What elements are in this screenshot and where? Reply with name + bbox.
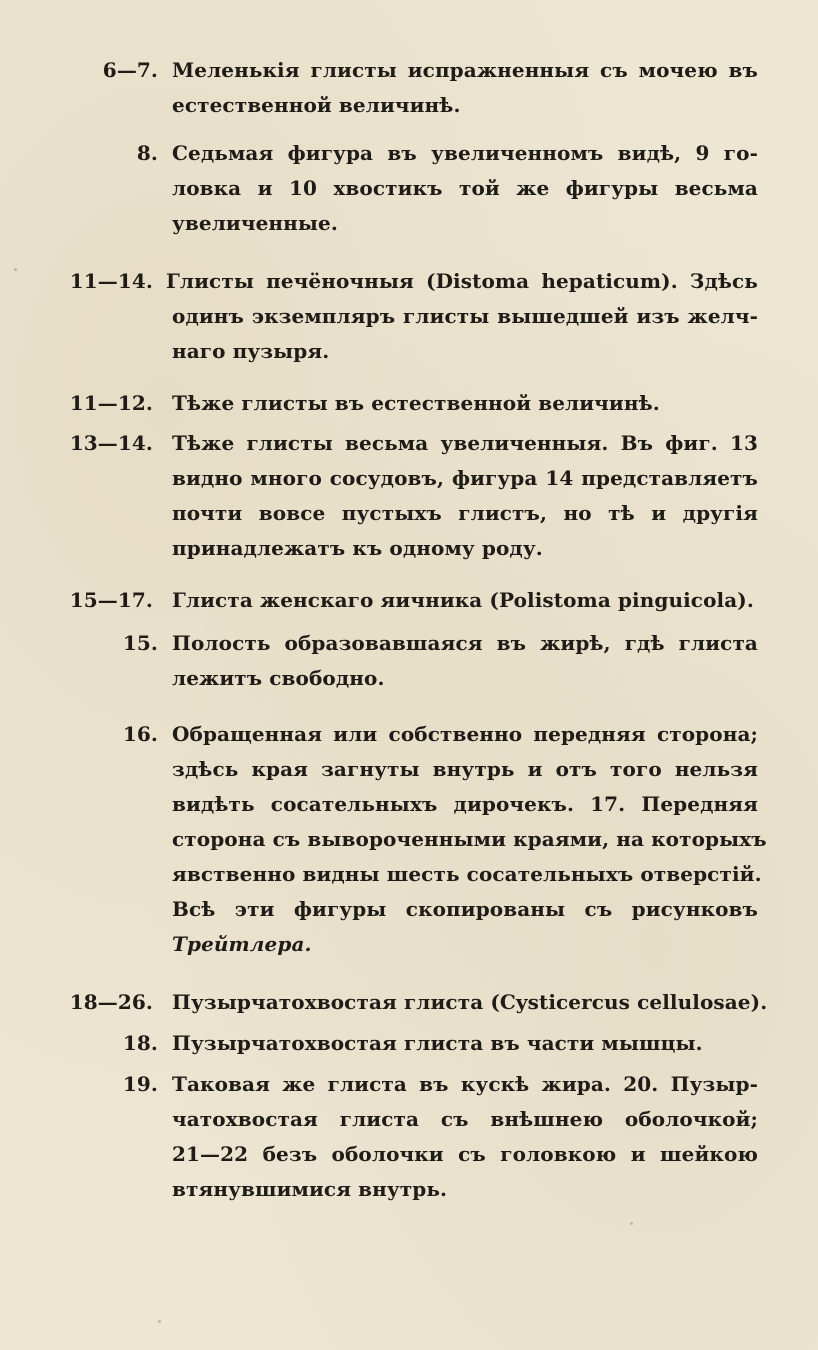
text-line: принадлежатъ къ одному роду. bbox=[172, 536, 543, 560]
text-line: Глисты печёночныя (Distoma hepaticum). Здѣсь bbox=[166, 269, 758, 293]
text-line: Пузырчатохвостая глиста (Cysticercus cellulosae). bbox=[172, 990, 768, 1014]
text-line: Таковая же глиста въ кускѣ жира. 20. Пузыр- bbox=[172, 1072, 758, 1096]
figure-number: 16. bbox=[122, 722, 158, 746]
entry-text bbox=[172, 426, 758, 566]
entry-text bbox=[172, 985, 768, 1020]
entry-text bbox=[172, 1067, 758, 1207]
entry-text bbox=[172, 136, 758, 241]
paper-speck bbox=[14, 268, 17, 271]
text-line: наго пузыря. bbox=[172, 339, 330, 363]
figure-number: 13—14. bbox=[69, 431, 153, 455]
text-line: Полость образовавшаяся въ жирѣ, гдѣ глиста bbox=[172, 631, 758, 655]
text-line: видѣть сосательныхъ дирочекъ. 17. Передняя bbox=[172, 792, 758, 816]
text-line: явственно видны шесть сосательныхъ отверстій. bbox=[172, 862, 762, 886]
text-line: Седьмая фигура въ увеличенномъ видѣ, 9 го- bbox=[172, 141, 758, 165]
figure-number: 8. bbox=[136, 141, 158, 165]
paper-speck bbox=[630, 1222, 633, 1225]
entry-text bbox=[172, 53, 758, 123]
text-line: Меленькія глисты испражненныя съ мочею въ bbox=[172, 58, 758, 82]
text-line: 21—22 безъ оболочки съ головкою и шейкою bbox=[172, 1142, 758, 1166]
author-name: Трейтлера. bbox=[172, 932, 312, 956]
figure-number: 15. bbox=[122, 631, 158, 655]
figure-number: 11—12. bbox=[69, 391, 153, 415]
text-line: Тѣже глисты весьма увеличенныя. Въ фиг. 13 bbox=[172, 431, 758, 455]
entry-text bbox=[172, 386, 758, 421]
figure-number: 18. bbox=[122, 1031, 158, 1055]
figure-number: 6—7. bbox=[102, 58, 158, 82]
text-line: одинъ экземпляръ глисты вышедшей изъ желч- bbox=[172, 304, 758, 328]
entry-text bbox=[172, 626, 758, 696]
figure-number: 18—26. bbox=[69, 990, 153, 1014]
figure-number: 15—17. bbox=[69, 588, 153, 612]
text-line: чатохвостая глиста съ внѣшнею оболочкой; bbox=[172, 1107, 758, 1131]
paper-speck bbox=[158, 1320, 161, 1323]
figure-number: 19. bbox=[122, 1072, 158, 1096]
text-line: сторона съ вывороченными краями, на которыхъ bbox=[172, 827, 767, 851]
text-line: Пузырчатохвостая глиста въ части мышцы. bbox=[172, 1031, 703, 1055]
entry-text bbox=[172, 717, 767, 962]
text-line: ловка и 10 хвостикъ той же фигуры весьма bbox=[172, 176, 758, 200]
text-line: Тѣже глисты въ естественной величинѣ. bbox=[172, 391, 660, 415]
entry-text bbox=[172, 583, 758, 618]
text-line: здѣсь края загнуты внутрь и отъ того нельзя bbox=[172, 757, 758, 781]
text-line: лежитъ свободно. bbox=[172, 666, 385, 690]
text-line: видно много сосудовъ, фигура 14 представляетъ bbox=[172, 466, 758, 490]
text-line: почти вовсе пустыхъ глистъ, но тѣ и другія bbox=[172, 501, 758, 525]
text-line: увеличенные. bbox=[172, 211, 338, 235]
entry-text bbox=[166, 264, 758, 369]
entry-text bbox=[172, 1026, 758, 1061]
figure-number: 11—14. bbox=[69, 269, 153, 293]
text-line: Всѣ эти фигуры скопированы съ рисунковъ bbox=[172, 897, 758, 921]
text-line: Глиста женскаго яичника (Polistoma pinguicola). bbox=[172, 588, 754, 612]
text-line: Обращенная или собственно передняя сторона; bbox=[172, 722, 758, 746]
text-line: втянувшимися внутрь. bbox=[172, 1177, 448, 1201]
text-line: естественной величинѣ. bbox=[172, 93, 461, 117]
